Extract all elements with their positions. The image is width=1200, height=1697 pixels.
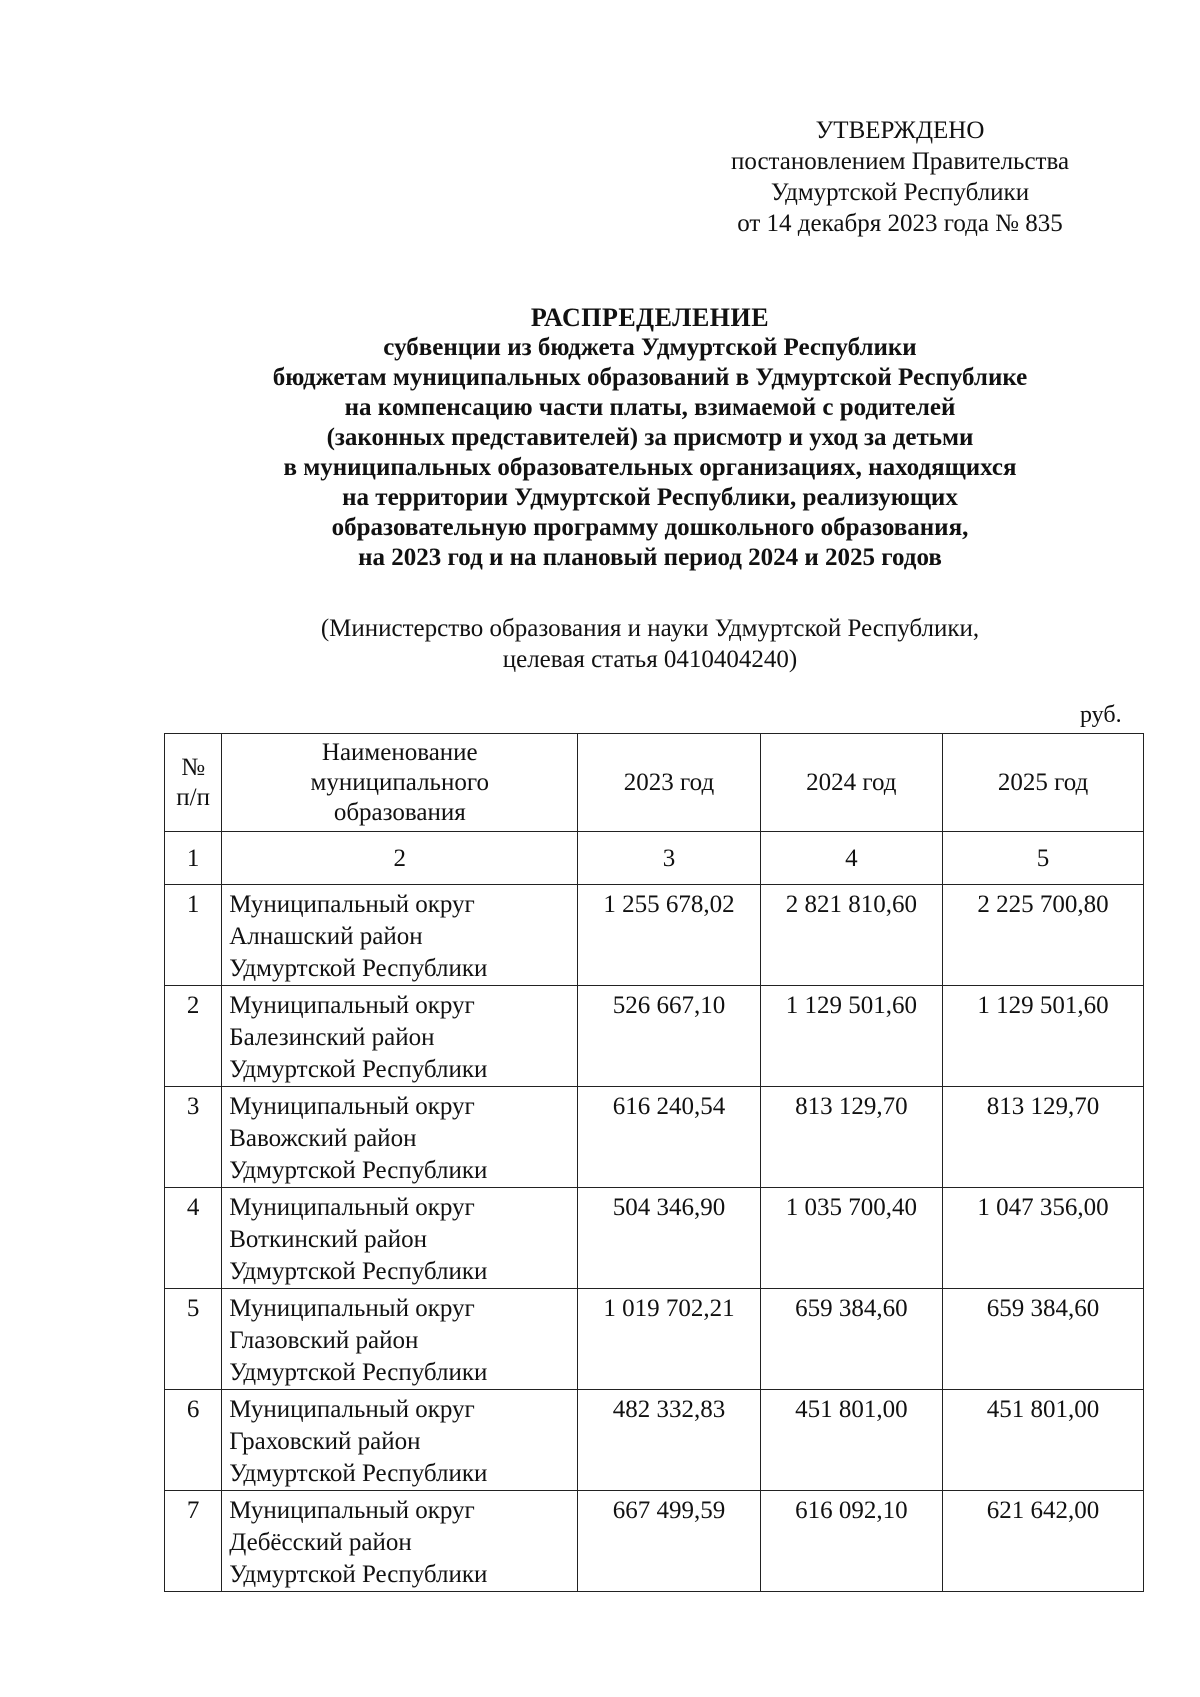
- row-name: [222, 1087, 578, 1188]
- table-row: [165, 1087, 1144, 1188]
- distribution-table: [164, 733, 1144, 1592]
- row-name-line: Муниципальный округ: [229, 1093, 475, 1120]
- row-name-line: Удмуртской Республики: [229, 955, 488, 982]
- row-name-line: Удмуртской Республики: [229, 1359, 488, 1386]
- value-2023: 1 255 678,02: [578, 885, 760, 986]
- title-line: в муниципальных образовательных организациях, находящихся: [283, 454, 1017, 481]
- row-name-line: Муниципальный округ: [229, 992, 475, 1019]
- value-2024: 1 129 501,60: [760, 986, 942, 1087]
- row-name: [222, 885, 578, 986]
- header-num-line: п/п: [176, 783, 210, 811]
- approval-title: УТВЕРЖДЕНО: [815, 117, 985, 144]
- header-2023: 2023 год: [578, 734, 760, 832]
- row-num: 6: [165, 1390, 222, 1491]
- row-name-line: Удмуртской Республики: [229, 1561, 488, 1588]
- title-line: (законных представителей) за присмотр и уход за детьми: [326, 424, 974, 451]
- header-2025: 2025 год: [943, 734, 1144, 832]
- subtitle-line: целевая статья 0410404240): [502, 646, 798, 673]
- table-row: [165, 986, 1144, 1087]
- row-name-line: Балезинский район: [229, 1024, 435, 1051]
- row-name-line: Муниципальный округ: [229, 1295, 475, 1322]
- header-name-line: образования: [333, 798, 466, 826]
- title-line: на территории Удмуртской Республики, реализующих: [342, 484, 958, 511]
- value-2023: 504 346,90: [578, 1188, 760, 1289]
- row-name-line: Удмуртской Республики: [229, 1460, 488, 1487]
- row-name: [222, 986, 578, 1087]
- row-name-line: Удмуртской Республики: [229, 1157, 488, 1184]
- title-line: бюджетам муниципальных образований в Удмуртской Республике: [272, 364, 1028, 391]
- row-name-line: Муниципальный округ: [229, 1396, 475, 1423]
- title-line: на компенсацию части платы, взимаемой с родителей: [344, 394, 956, 421]
- value-2023: 667 499,59: [578, 1491, 760, 1592]
- row-name-line: Воткинский район: [229, 1226, 428, 1253]
- column-index: 1: [165, 832, 222, 885]
- row-name: [222, 1289, 578, 1390]
- table-header-row: [165, 734, 1144, 832]
- row-name-line: Муниципальный округ: [229, 891, 475, 918]
- document-subtitle: [150, 613, 1150, 675]
- value-2024: 1 035 700,40: [760, 1188, 942, 1289]
- approval-stamp: [700, 115, 1100, 239]
- title-main: РАСПРЕДЕЛЕНИЕ: [530, 303, 770, 332]
- value-2025: 813 129,70: [943, 1087, 1144, 1188]
- value-2025: 1 047 356,00: [943, 1188, 1144, 1289]
- header-2024: 2024 год: [760, 734, 942, 832]
- row-name-line: Граховский район: [229, 1428, 421, 1455]
- approval-line: постановлением Правительства: [730, 148, 1070, 175]
- header-name-line: Наименование: [321, 738, 478, 766]
- column-index-row: [165, 832, 1144, 885]
- value-2023: 482 332,83: [578, 1390, 760, 1491]
- row-name-line: Дебёсский район: [229, 1529, 412, 1556]
- value-2024: 659 384,60: [760, 1289, 942, 1390]
- row-num: 5: [165, 1289, 222, 1390]
- currency-unit: руб.: [1080, 702, 1122, 728]
- row-name-line: Глазовский район: [229, 1327, 419, 1354]
- value-2025: 451 801,00: [943, 1390, 1144, 1491]
- table-row: [165, 1390, 1144, 1491]
- row-num: 2: [165, 986, 222, 1087]
- row-name-line: Вавожский район: [229, 1125, 417, 1152]
- document-title: [150, 303, 1150, 573]
- row-num: 7: [165, 1491, 222, 1592]
- value-2023: 616 240,54: [578, 1087, 760, 1188]
- row-name: [222, 1491, 578, 1592]
- value-2024: 813 129,70: [760, 1087, 942, 1188]
- row-num: 4: [165, 1188, 222, 1289]
- value-2025: 2 225 700,80: [943, 885, 1144, 986]
- approval-date: от 14 декабря 2023 года № 835: [737, 210, 1063, 237]
- row-name-line: Муниципальный округ: [229, 1194, 475, 1221]
- row-name: [222, 1188, 578, 1289]
- table-row: [165, 1491, 1144, 1592]
- table-row: [165, 885, 1144, 986]
- row-num: 3: [165, 1087, 222, 1188]
- row-name: [222, 1390, 578, 1491]
- header-num-line: №: [181, 753, 206, 781]
- header-num: [165, 734, 222, 832]
- column-index: 4: [760, 832, 942, 885]
- subtitle-line: (Министерство образования и науки Удмуртской Республики,: [320, 615, 980, 642]
- row-name-line: Удмуртской Республики: [229, 1056, 488, 1083]
- approval-line: Удмуртской Республики: [770, 179, 1030, 206]
- title-line: субвенции из бюджета Удмуртской Республики: [383, 334, 917, 361]
- row-name-line: Муниципальный округ: [229, 1497, 475, 1524]
- value-2023: 1 019 702,21: [578, 1289, 760, 1390]
- column-index: 3: [578, 832, 760, 885]
- column-index: 2: [222, 832, 578, 885]
- title-line: образовательную программу дошкольного образования,: [331, 514, 969, 541]
- value-2024: 2 821 810,60: [760, 885, 942, 986]
- value-2025: 621 642,00: [943, 1491, 1144, 1592]
- title-line: на 2023 год и на плановый период 2024 и 2025 годов: [358, 544, 942, 571]
- row-name-line: Удмуртской Республики: [229, 1258, 488, 1285]
- column-index: 5: [943, 832, 1144, 885]
- header-name: [222, 734, 578, 832]
- value-2024: 616 092,10: [760, 1491, 942, 1592]
- table-row: [165, 1188, 1144, 1289]
- header-name-line: муниципального: [310, 768, 489, 796]
- value-2024: 451 801,00: [760, 1390, 942, 1491]
- table-row: [165, 1289, 1144, 1390]
- value-2025: 659 384,60: [943, 1289, 1144, 1390]
- row-name-line: Алнашский район: [229, 923, 423, 950]
- value-2025: 1 129 501,60: [943, 986, 1144, 1087]
- value-2023: 526 667,10: [578, 986, 760, 1087]
- row-num: 1: [165, 885, 222, 986]
